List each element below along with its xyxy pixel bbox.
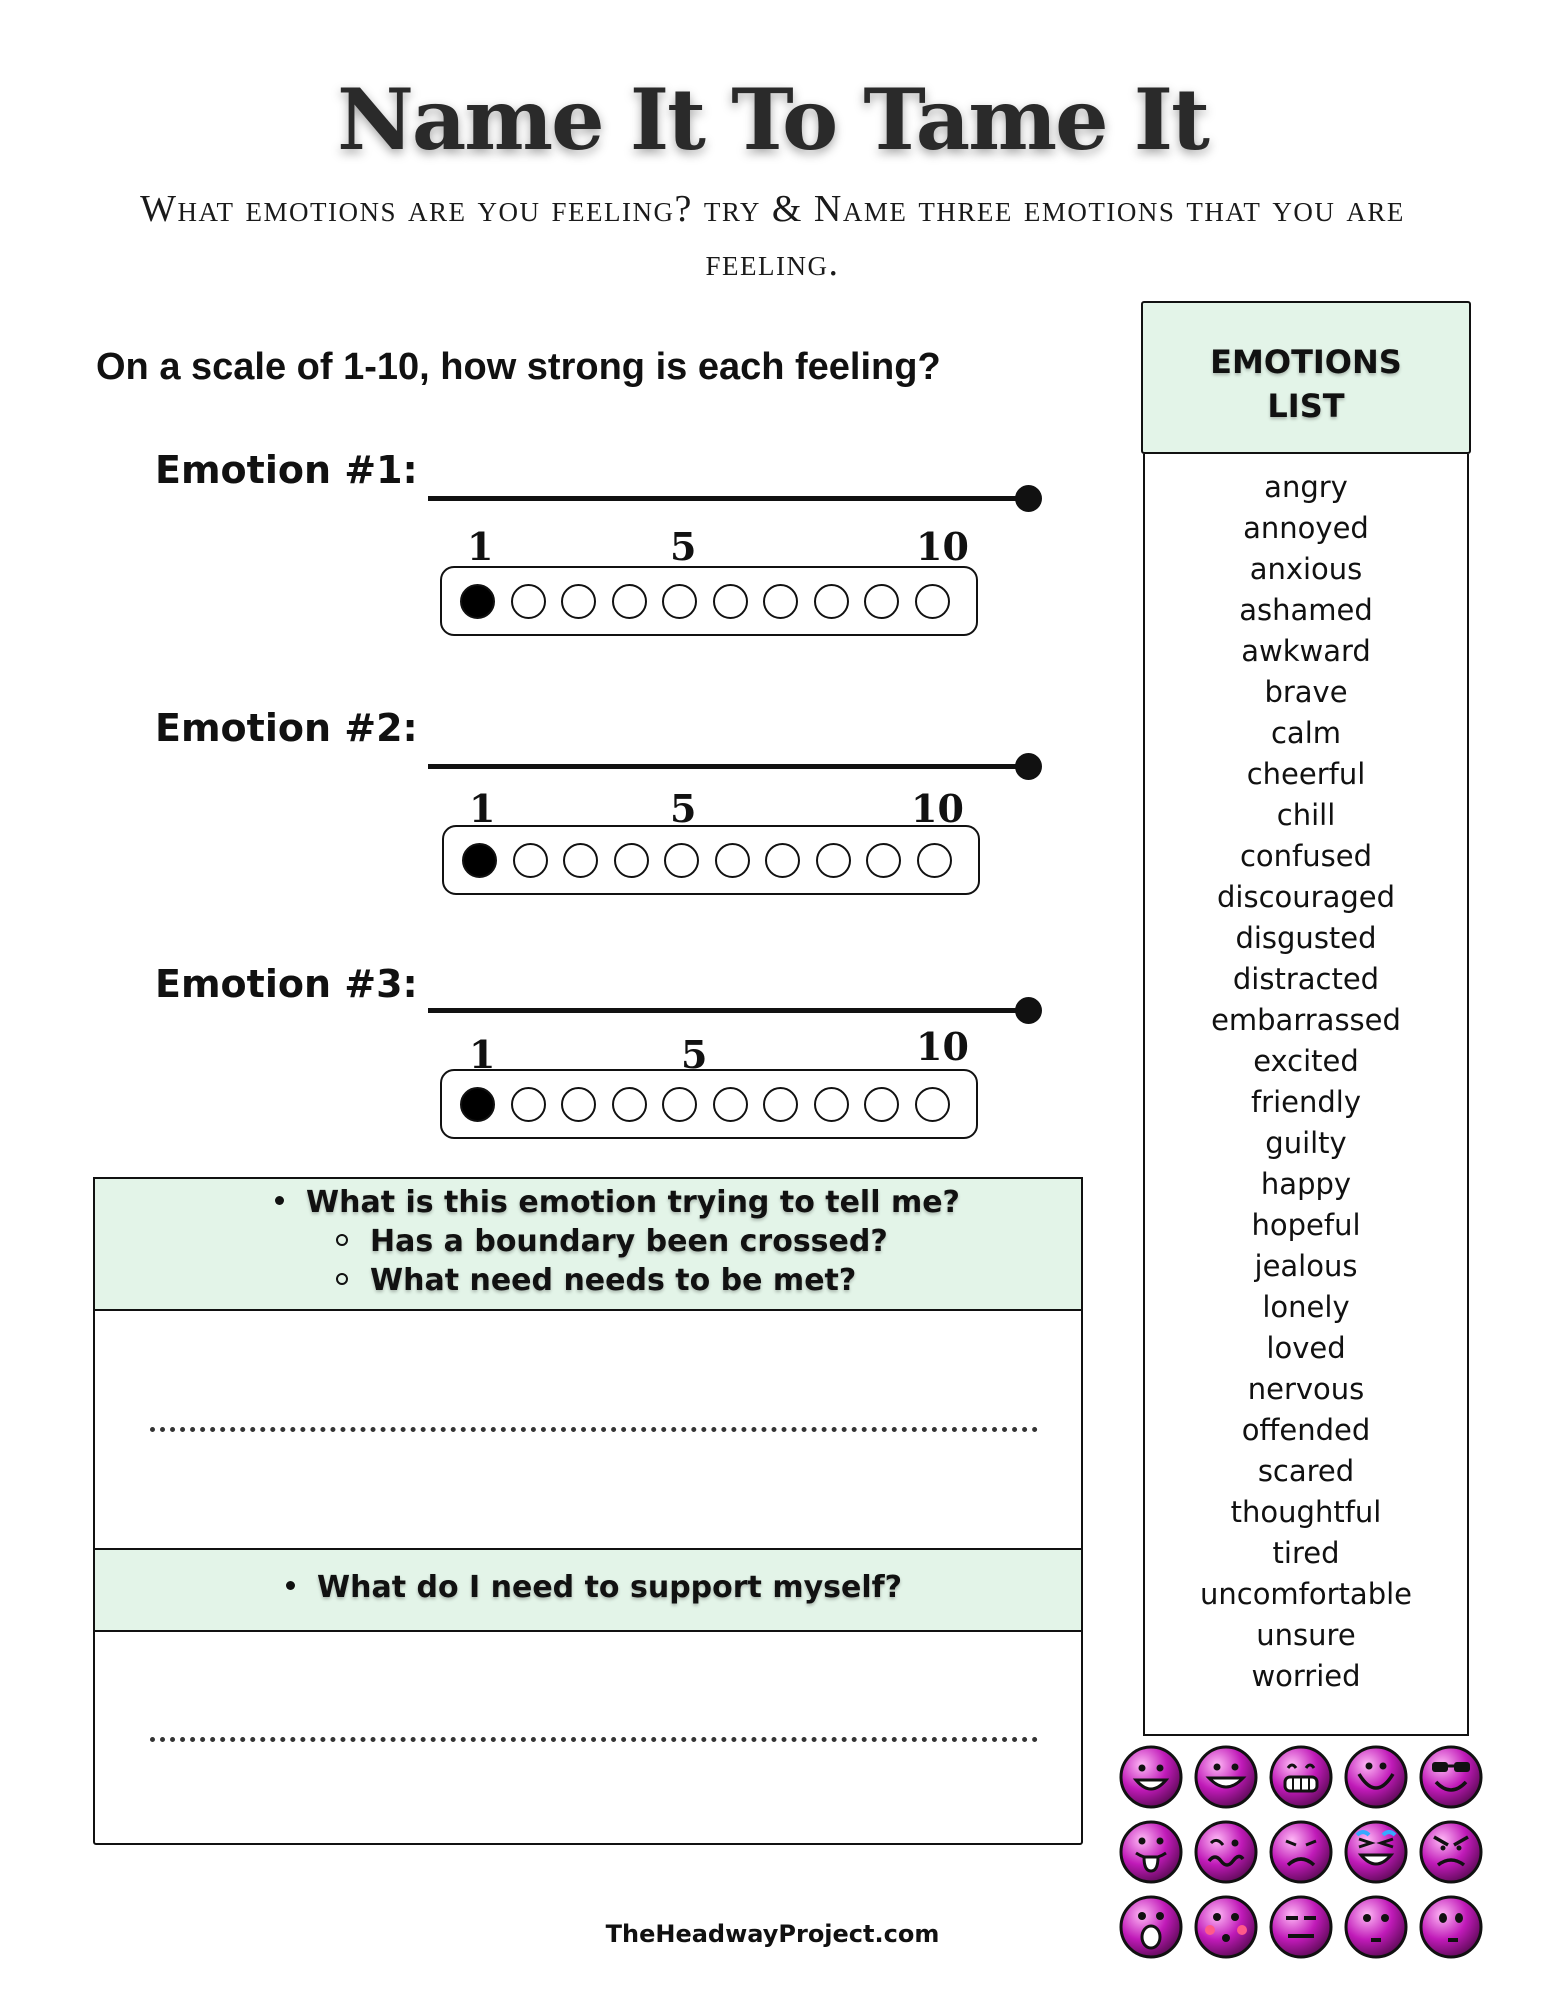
emotion-word: hopeful	[1251, 1208, 1361, 1242]
emotion-word: friendly	[1250, 1085, 1362, 1119]
emotion-word: calm	[1270, 716, 1342, 750]
emotion-1-rating-7[interactable]	[763, 584, 798, 619]
tongue-out-face-icon	[1118, 1819, 1184, 1885]
emotion-3-rating-6[interactable]	[713, 1087, 748, 1122]
emotion-2-rating-2[interactable]	[513, 843, 548, 878]
big-smile-face-icon	[1118, 1744, 1184, 1810]
emotion-word: nervous	[1247, 1372, 1365, 1406]
emotion-word: excited	[1253, 1044, 1359, 1078]
emotion-3-rating-7[interactable]	[763, 1087, 798, 1122]
emotion-1-tick-1: 1	[467, 524, 494, 569]
emotion-word: offended	[1241, 1413, 1371, 1447]
emotion-word: disgusted	[1235, 921, 1377, 955]
emotion-word: loved	[1266, 1331, 1346, 1365]
emotion-2-rating-6[interactable]	[715, 843, 750, 878]
angry-face-icon	[1418, 1819, 1484, 1885]
footer-website: TheHeadwayProject.com	[605, 1920, 940, 1948]
emotion-3-answer-line[interactable]	[428, 1008, 1028, 1013]
emotion-1-rating-9[interactable]	[864, 584, 899, 619]
crying-laugh-face-icon	[1343, 1819, 1409, 1885]
emotion-3-tick-10: 10	[916, 1024, 969, 1069]
scale-question: On a scale of 1-10, how strong is each feeling?	[96, 346, 941, 388]
emotion-word: confused	[1239, 839, 1372, 873]
emotion-1-rating-4[interactable]	[612, 584, 647, 619]
emotion-1-rating-3[interactable]	[561, 584, 596, 619]
emotion-word: scared	[1257, 1454, 1355, 1488]
emotion-2-tick-5: 5	[670, 786, 697, 831]
question-2: What do I need to support myself?	[286, 1570, 902, 1605]
emotion-2-label: Emotion #2:	[155, 706, 418, 750]
emotion-2-rating-5[interactable]	[664, 843, 699, 878]
reflection-question-2-header	[93, 1548, 1083, 1632]
emotion-3-rating-3[interactable]	[561, 1087, 596, 1122]
emotions-list-title: EMOTIONS LIST	[1210, 343, 1402, 425]
emotion-1-rating-1[interactable]	[460, 584, 495, 619]
emotion-word: ashamed	[1239, 593, 1373, 627]
emotion-word: thoughtful	[1230, 1495, 1382, 1529]
teeth-grin-face-icon	[1268, 1744, 1334, 1810]
emotion-word: happy	[1260, 1167, 1352, 1201]
emotion-3-rating-4[interactable]	[612, 1087, 647, 1122]
question-1-sub-1: Has a boundary been crossed?	[336, 1224, 888, 1259]
emotion-word: anxious	[1249, 552, 1363, 586]
emotion-1-label: Emotion #1:	[155, 448, 418, 492]
reflection-question-1-header	[93, 1177, 1083, 1311]
page-title: Name It To Tame It	[337, 70, 1208, 169]
emotion-3-label: Emotion #3:	[155, 962, 418, 1006]
emotion-word: awkward	[1241, 634, 1371, 668]
emotion-3-rating-2[interactable]	[511, 1087, 546, 1122]
emotion-3-tick-1: 1	[469, 1032, 496, 1077]
emotion-2-rating-4[interactable]	[614, 843, 649, 878]
emotion-2-rating-8[interactable]	[816, 843, 851, 878]
emotion-1-rating-2[interactable]	[511, 584, 546, 619]
emotion-word: discouraged	[1217, 880, 1395, 914]
wavy-confused-face-icon	[1193, 1819, 1259, 1885]
emotion-1-answer-line[interactable]	[428, 496, 1028, 501]
emotion-1-tick-5: 5	[670, 524, 697, 569]
emotion-2-rating-9[interactable]	[866, 843, 901, 878]
emotion-1-rating-10[interactable]	[915, 584, 950, 619]
emotion-2-rating-scale	[442, 825, 980, 895]
frown-face-icon	[1268, 1819, 1334, 1885]
emotion-1-rating-8[interactable]	[814, 584, 849, 619]
emotion-word: tired	[1272, 1536, 1340, 1570]
emotion-3-rating-10[interactable]	[915, 1087, 950, 1122]
emotion-2-tick-10: 10	[911, 786, 964, 831]
emotions-list-header	[1141, 301, 1471, 454]
emotion-1-rating-scale	[440, 566, 978, 636]
emotion-2-rating-10[interactable]	[917, 843, 952, 878]
emotion-1-rating-6[interactable]	[713, 584, 748, 619]
wide-smile-face-icon	[1343, 1744, 1409, 1810]
emotions-list	[1145, 467, 1467, 1697]
emotion-word: guilty	[1265, 1126, 1347, 1160]
emotion-1-tick-10: 10	[916, 524, 969, 569]
emotion-word: worried	[1251, 1659, 1361, 1693]
answer-line-1[interactable]	[150, 1427, 1038, 1432]
emotion-2-rating-1[interactable]	[462, 843, 497, 878]
glasses-smile-face-icon	[1418, 1744, 1484, 1810]
emotion-3-rating-scale	[440, 1069, 978, 1139]
question-1: What is this emotion trying to tell me?	[275, 1185, 960, 1220]
emotion-3-rating-9[interactable]	[864, 1087, 899, 1122]
emotion-word: annoyed	[1243, 511, 1369, 545]
emotion-word: embarrassed	[1211, 1003, 1401, 1037]
answer-line-2[interactable]	[150, 1737, 1038, 1742]
emotion-word: unsure	[1256, 1618, 1356, 1652]
emotion-word: uncomfortable	[1199, 1577, 1413, 1611]
emotion-word: distracted	[1232, 962, 1380, 996]
emotion-2-tick-1: 1	[469, 786, 496, 831]
emotion-3-rating-8[interactable]	[814, 1087, 849, 1122]
emotion-word: chill	[1276, 798, 1336, 832]
emotion-2-rating-3[interactable]	[563, 843, 598, 878]
emotion-word: brave	[1264, 675, 1348, 709]
emotion-3-rating-1[interactable]	[460, 1087, 495, 1122]
emotion-1-rating-5[interactable]	[662, 584, 697, 619]
page-subtitle: What emotions are you feeling? try & Name three emotions that you are feeling.	[140, 188, 1405, 284]
emotion-3-tick-5: 5	[681, 1032, 708, 1077]
emotion-word: jealous	[1254, 1249, 1358, 1283]
emotion-word: angry	[1264, 470, 1348, 504]
grin-face-icon	[1193, 1744, 1259, 1810]
emotion-word: cheerful	[1246, 757, 1366, 791]
emotions-list-panel	[1143, 454, 1469, 1736]
emotion-2-rating-7[interactable]	[765, 843, 800, 878]
question-1-sub-2: What need needs to be met?	[336, 1263, 856, 1298]
emotion-word: lonely	[1262, 1290, 1350, 1324]
emotion-3-rating-5[interactable]	[662, 1087, 697, 1122]
emotion-2-answer-line[interactable]	[428, 764, 1028, 769]
